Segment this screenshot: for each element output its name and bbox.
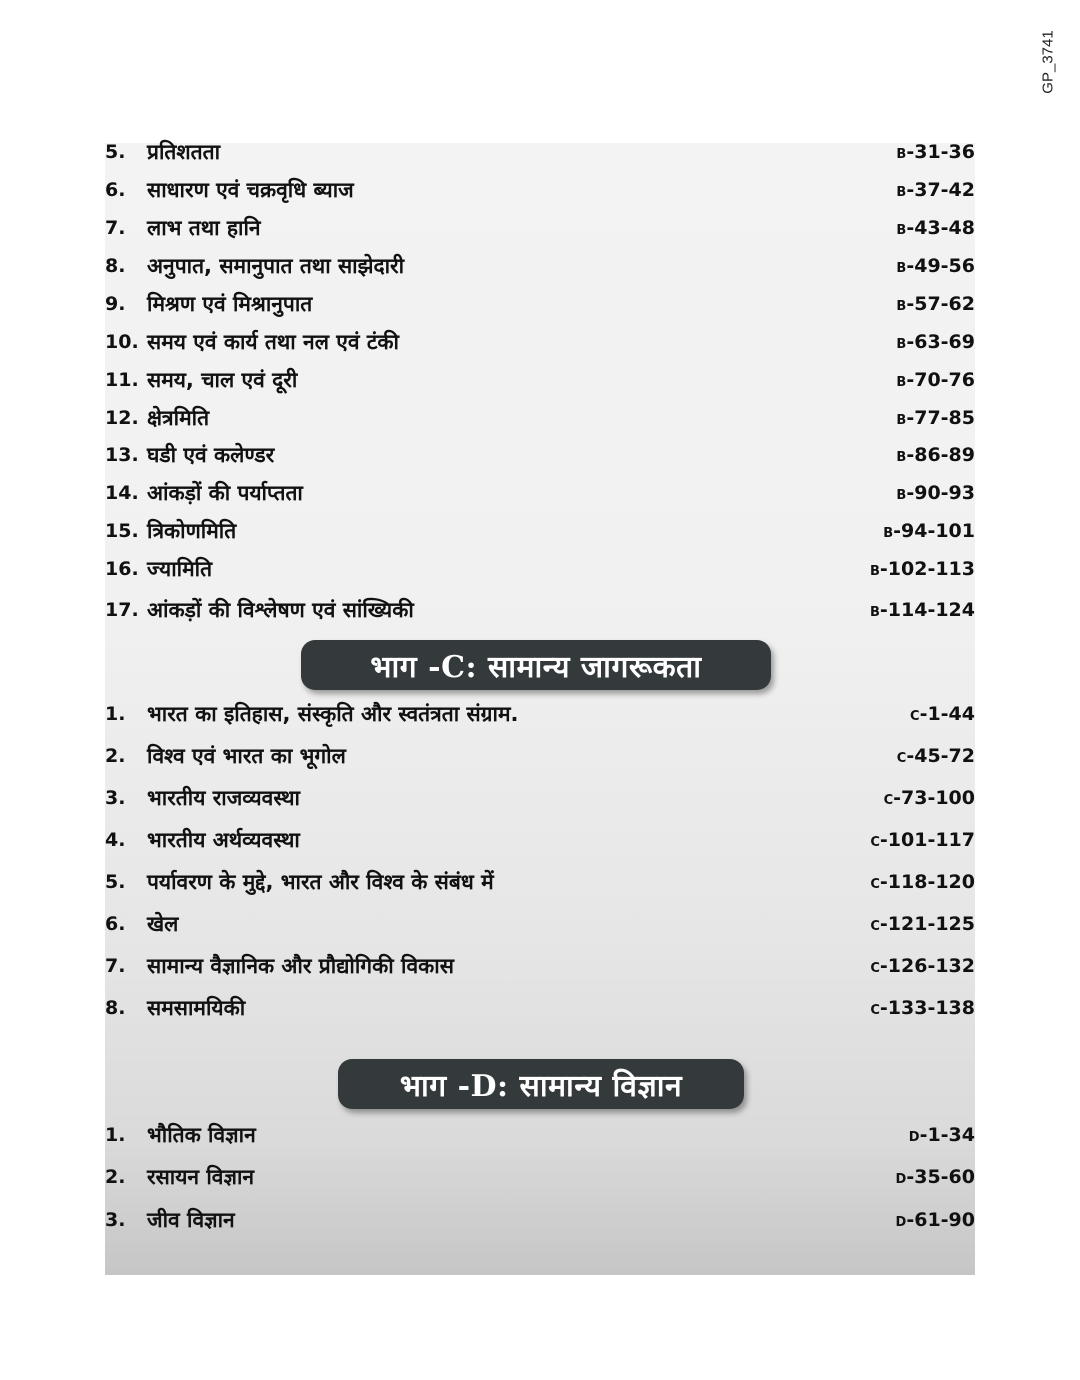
page-range: -90-93: [906, 482, 975, 504]
item-title: समय, चाल एवं दूरी: [147, 368, 298, 392]
document-id: [1038, 22, 1058, 102]
item-number: 13.: [105, 444, 139, 466]
toc-row: [105, 289, 975, 319]
page-range: -57-62: [906, 293, 975, 315]
page-prefix: B: [883, 526, 894, 541]
item-title: त्रिकोणमिति: [147, 519, 237, 543]
page-range: -94-101: [893, 520, 975, 542]
item-pages: [897, 745, 975, 767]
page-prefix: C: [883, 793, 894, 808]
item-title: रसायन विज्ञान: [147, 1165, 255, 1189]
item-pages: [909, 1124, 975, 1146]
item-title: समसामयिकी: [147, 996, 246, 1020]
item-number: 5.: [105, 141, 126, 163]
item-title: प्रतिशतता: [147, 140, 221, 164]
item-title: सामान्य वैज्ञानिक और प्रौद्योगिकी विकास: [147, 954, 454, 978]
section-d-header: भाग -D: सामान्य विज्ञान: [338, 1059, 744, 1109]
page-prefix: B: [896, 375, 907, 390]
toc-row: [105, 1205, 975, 1235]
item-title: ज्यामिति: [147, 557, 213, 581]
item-number: 2.: [105, 745, 126, 767]
item-number: 9.: [105, 293, 126, 315]
toc-row: [105, 825, 975, 855]
page-range: -102-113: [879, 558, 975, 580]
item-title: भारतीय राजव्यवस्था: [147, 786, 300, 810]
item-pages: [896, 482, 975, 504]
page-range: -1-44: [919, 703, 975, 725]
item-pages: [870, 558, 975, 580]
page-range: -126-132: [879, 955, 975, 977]
toc-row: [105, 175, 975, 205]
item-number: 1.: [105, 1124, 126, 1146]
page-prefix: C: [870, 1003, 880, 1018]
item-pages: [896, 1209, 975, 1231]
item-number: 17.: [105, 599, 139, 621]
toc-row: [105, 595, 975, 625]
item-pages: [883, 520, 975, 542]
toc-row: [105, 365, 975, 395]
item-pages: [896, 407, 975, 429]
item-number: 3.: [105, 1209, 126, 1231]
page-range: -31-36: [906, 141, 975, 163]
page-prefix: C: [870, 877, 880, 892]
item-pages: [896, 331, 975, 353]
item-title: अनुपात, समानुपात तथा साझेदारी: [147, 254, 405, 278]
toc-row: [105, 516, 975, 546]
toc-row: [105, 909, 975, 939]
item-number: 5.: [105, 871, 126, 893]
item-pages: [896, 444, 975, 466]
item-number: 6.: [105, 179, 126, 201]
item-title: आंकड़ों की विश्लेषण एवं सांख्यिकी: [147, 598, 414, 622]
page-range: -133-138: [879, 997, 975, 1019]
item-pages: [870, 913, 975, 935]
item-title: विश्व एवं भारत का भूगोल: [147, 744, 346, 768]
section-c-header: भाग -C: सामान्य जागरूकता: [301, 640, 771, 690]
toc-row: [105, 699, 975, 729]
item-pages: [896, 369, 975, 391]
item-title: भारतीय अर्थव्यवस्था: [147, 828, 300, 852]
item-title: आंकड़ों की पर्याप्तता: [147, 481, 303, 505]
item-pages: [896, 179, 975, 201]
page-range: -118-120: [879, 871, 975, 893]
toc-row: [105, 783, 975, 813]
page-prefix: B: [896, 147, 907, 162]
page-prefix: B: [869, 564, 880, 579]
item-number: 2.: [105, 1166, 126, 1188]
page-prefix: C: [870, 835, 880, 850]
page-range: -1-34: [919, 1124, 975, 1146]
toc-row: [105, 741, 975, 771]
page-range: -70-76: [906, 369, 975, 391]
page-prefix: C: [870, 961, 880, 976]
item-number: 1.: [105, 703, 126, 725]
page-prefix: C: [870, 919, 880, 934]
page-range: -45-72: [906, 745, 975, 767]
item-number: 12.: [105, 407, 139, 429]
item-number: 14.: [105, 482, 139, 504]
item-pages: [896, 217, 975, 239]
item-pages: [884, 787, 975, 809]
item-pages: [870, 955, 975, 977]
page-prefix: D: [895, 1215, 907, 1230]
toc-row: [105, 951, 975, 981]
item-number: 3.: [105, 787, 126, 809]
item-pages: [870, 871, 975, 893]
item-number: 4.: [105, 829, 126, 851]
page-range: -63-69: [906, 331, 975, 353]
item-number: 6.: [105, 913, 126, 935]
item-pages: [896, 293, 975, 315]
toc-row: [105, 867, 975, 897]
item-number: 11.: [105, 369, 139, 391]
toc-row: [105, 1162, 975, 1192]
item-number: 10.: [105, 331, 139, 353]
item-title: क्षेत्रमिति: [147, 406, 210, 430]
item-number: 7.: [105, 955, 126, 977]
toc-row: [105, 478, 975, 508]
page-prefix: B: [896, 413, 907, 428]
page-prefix: B: [896, 185, 907, 200]
page-prefix: D: [908, 1130, 920, 1145]
item-pages: [896, 141, 975, 163]
page-range: -43-48: [906, 217, 975, 239]
toc-row: [105, 137, 975, 167]
page-range: -37-42: [906, 179, 975, 201]
toc-row: [105, 327, 975, 357]
item-title: साधारण एवं चक्रवृधि ब्याज: [147, 178, 354, 202]
toc-row: [105, 251, 975, 281]
toc-row: [105, 554, 975, 584]
item-pages: [896, 1166, 975, 1188]
item-number: 8.: [105, 997, 126, 1019]
toc-row: [105, 403, 975, 433]
item-title: खेल: [147, 912, 179, 936]
page-range: -73-100: [893, 787, 975, 809]
toc-row: [105, 440, 975, 470]
item-number: 8.: [105, 255, 126, 277]
page-prefix: B: [896, 337, 907, 352]
item-number: 15.: [105, 520, 139, 542]
item-pages: [870, 829, 975, 851]
page-prefix: C: [896, 751, 907, 766]
item-title: भौतिक विज्ञान: [147, 1123, 256, 1147]
item-title: घडी एवं कलेण्डर: [147, 443, 275, 467]
item-title: पर्यावरण के मुद्दे, भारत और विश्व के संबंध में: [147, 870, 494, 894]
item-title: जीव विज्ञान: [147, 1208, 235, 1232]
page-range: -121-125: [879, 913, 975, 935]
item-title: मिश्रण एवं मिश्रानुपात: [147, 292, 313, 316]
item-pages: [870, 997, 975, 1019]
page-prefix: B: [896, 488, 907, 503]
page-range: -114-124: [879, 599, 975, 621]
page-prefix: B: [869, 605, 880, 620]
item-title: समय एवं कार्य तथा नल एवं टंकी: [147, 330, 399, 354]
page-prefix: B: [896, 261, 907, 276]
page-range: -86-89: [906, 444, 975, 466]
toc-row: [105, 993, 975, 1023]
page-prefix: D: [895, 1172, 907, 1187]
item-pages: [910, 703, 975, 725]
page-prefix: B: [896, 299, 907, 314]
toc-row: [105, 1120, 975, 1150]
page-range: -101-117: [879, 829, 975, 851]
item-title: भारत का इतिहास, संस्कृति और स्वतंत्रता संग्राम.: [147, 702, 519, 726]
item-title: लाभ तथा हानि: [147, 216, 261, 240]
page-range: -77-85: [906, 407, 975, 429]
item-number: 16.: [105, 558, 139, 580]
page-range: -61-90: [906, 1209, 975, 1231]
page-prefix: B: [896, 450, 907, 465]
document-id-text: GP_3741: [1039, 30, 1057, 94]
page-prefix: B: [896, 223, 907, 238]
page-range: -35-60: [906, 1166, 975, 1188]
item-pages: [870, 599, 975, 621]
page-range: -49-56: [906, 255, 975, 277]
item-pages: [896, 255, 975, 277]
page-prefix: C: [910, 709, 920, 724]
item-number: 7.: [105, 217, 126, 239]
toc-row: [105, 213, 975, 243]
